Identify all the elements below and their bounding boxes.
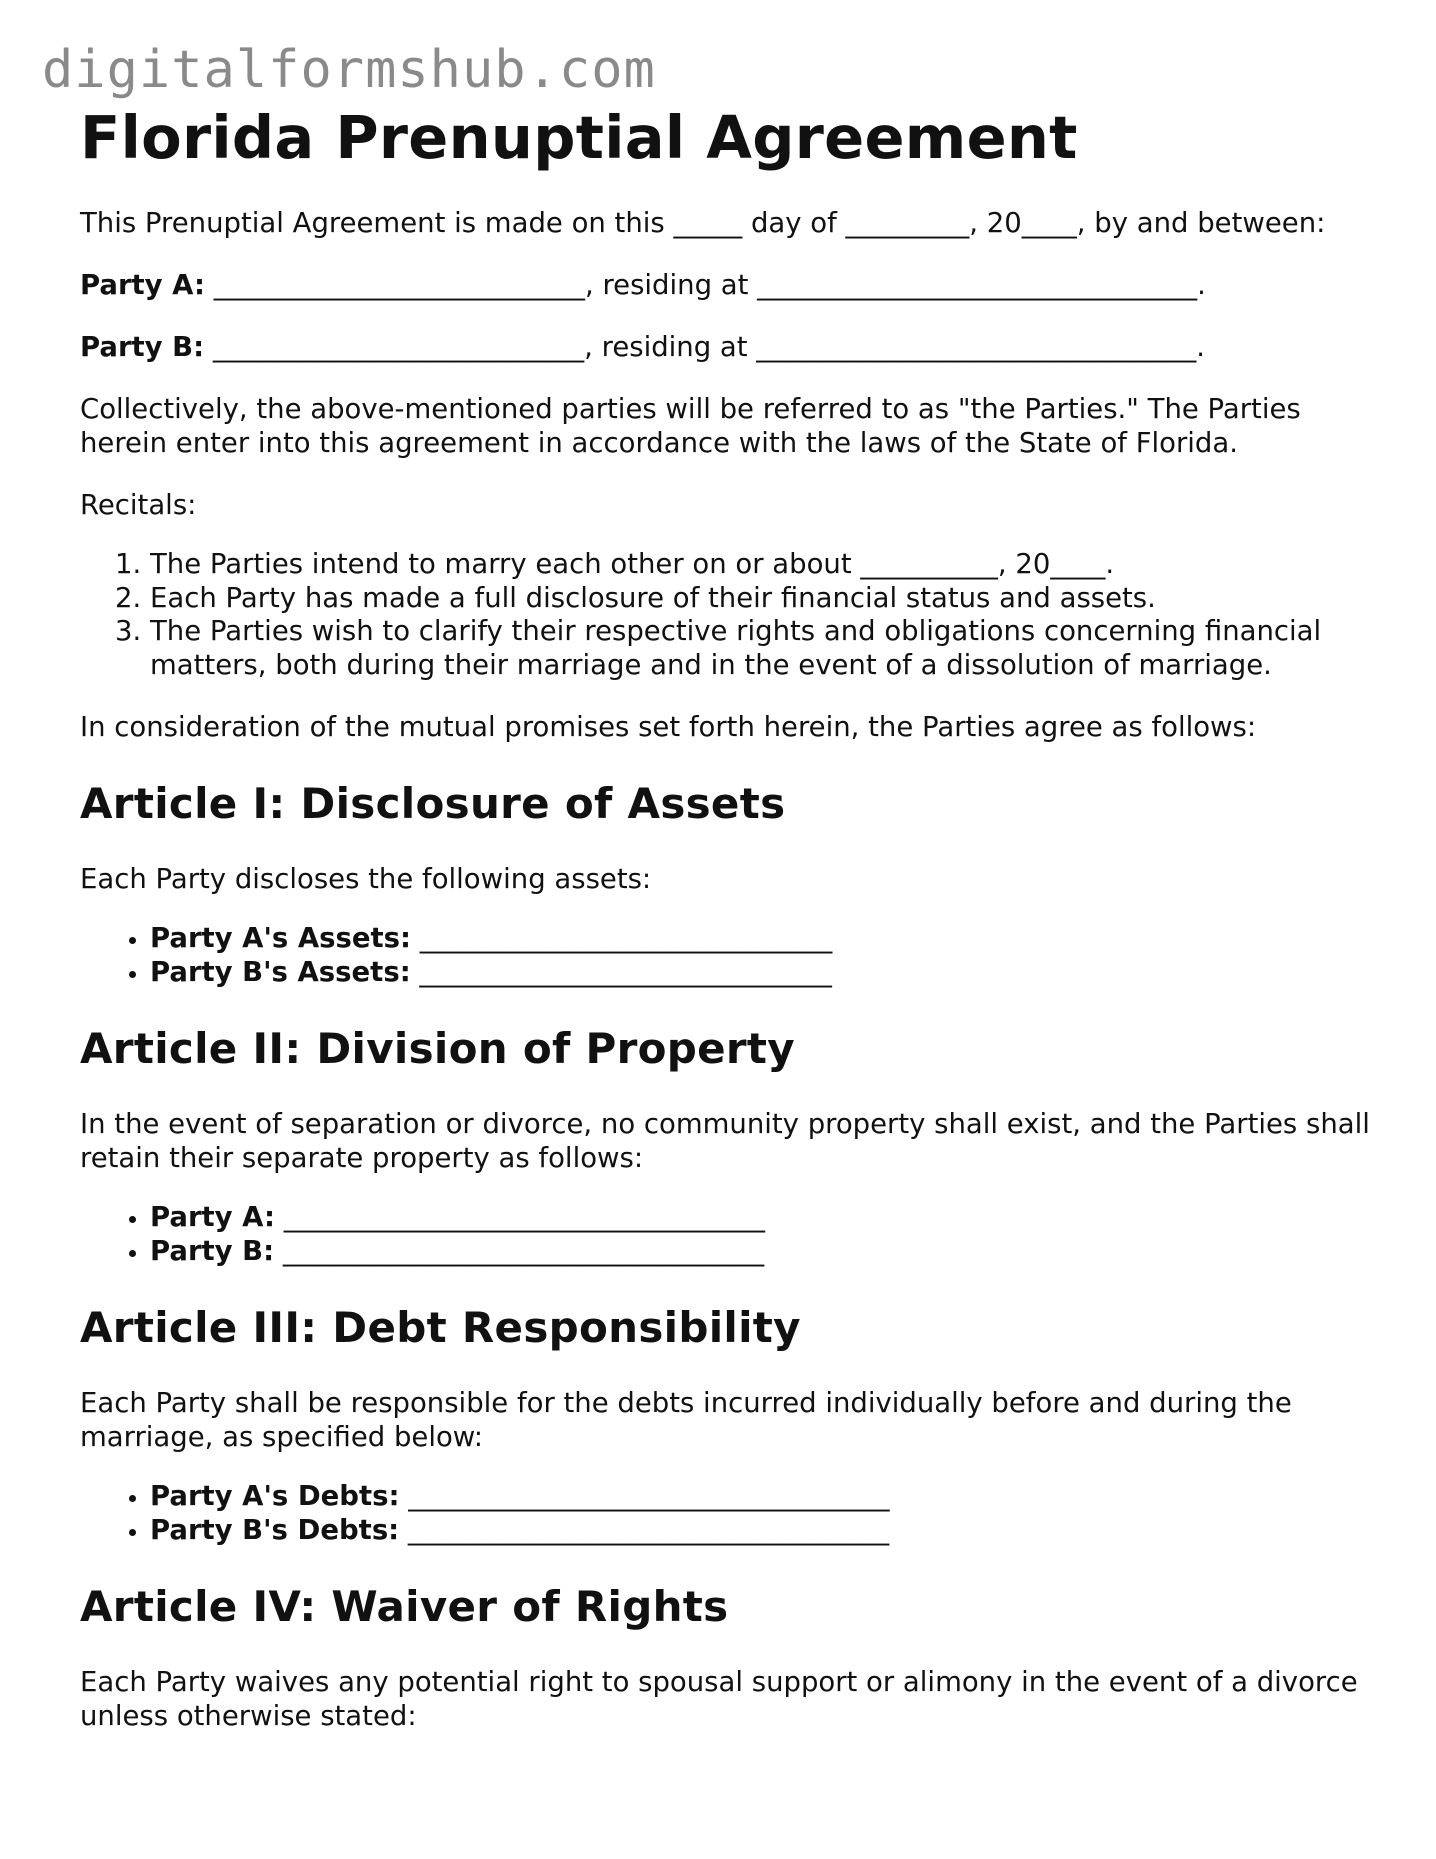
article-4-body: Each Party waives any potential right to spousal support or alimony in the event of a divorce unless otherwise stated: bbox=[80, 1666, 1358, 1732]
collective-paragraph: Collectively, the above-mentioned parties will be referred to as "the Parties." The Parties herein enter into this agreement in accordance with the laws of the State of Florida. bbox=[80, 393, 1301, 459]
article-2-body: In the event of separation or divorce, no community property shall exist, and the Parties shall retain their separate property as follows: bbox=[80, 1108, 1370, 1174]
recital-item: 1. The Parties intend to marry each other on or about __________, 20____. bbox=[150, 548, 1370, 582]
recitals-heading: Recitals: bbox=[80, 489, 197, 521]
item-label: Party A's Debts: bbox=[150, 1480, 400, 1512]
article-4-heading: Article IV: Waiver of Rights bbox=[80, 1582, 729, 1631]
recital-item: 3. The Parties wish to clarify their respective rights and obligations concerning financial matters, both during their marriage and in the event of a dissolution of marriage. bbox=[150, 615, 1370, 682]
article-3-list bbox=[80, 1480, 1370, 1547]
watermark: digitalformshub.com bbox=[42, 40, 656, 100]
list-item bbox=[150, 1514, 1370, 1548]
party-a-blank: ___________________________, residing at ________________________________. bbox=[204, 269, 1206, 301]
list-item bbox=[150, 1235, 1370, 1269]
item-blank: ___________________________________ bbox=[399, 1513, 890, 1546]
item-blank: ___________________________________ bbox=[274, 1201, 765, 1233]
document-title: Florida Prenuptial Agreement bbox=[80, 103, 1078, 172]
item-label: Party A: bbox=[150, 1201, 275, 1233]
party-b-blank: ___________________________, residing at ________________________________. bbox=[204, 331, 1206, 363]
item-label: Party B: bbox=[150, 1234, 275, 1267]
party-a-line bbox=[80, 268, 1370, 302]
article-1-list bbox=[80, 922, 1370, 989]
item-label: Party A's Assets: bbox=[150, 922, 412, 954]
intro-paragraph: This Prenuptial Agreement is made on this _____ day of _________, 20____, by and between: bbox=[80, 207, 1326, 239]
item-blank: ______________________________ bbox=[410, 955, 832, 988]
document-page bbox=[80, 100, 1370, 1733]
recital-item: 2. Each Party has made a full disclosure of their financial status and assets. bbox=[150, 582, 1370, 616]
recitals-list bbox=[80, 548, 1370, 682]
item-blank: ___________________________________ bbox=[399, 1480, 890, 1512]
item-blank: ______________________________ bbox=[411, 922, 833, 954]
list-item bbox=[150, 956, 1370, 990]
party-a-label: Party A: bbox=[80, 269, 205, 301]
article-1-body: Each Party discloses the following assets: bbox=[80, 863, 652, 895]
item-label: Party B's Assets: bbox=[150, 955, 411, 988]
article-2-list bbox=[80, 1201, 1370, 1268]
list-item bbox=[150, 922, 1370, 956]
article-3-heading: Article III: Debt Responsibility bbox=[80, 1303, 801, 1352]
article-3-body: Each Party shall be responsible for the debts incurred individually before and during the marriage, as specified below: bbox=[80, 1387, 1292, 1453]
item-blank: ___________________________________ bbox=[274, 1234, 765, 1267]
list-item bbox=[150, 1480, 1370, 1514]
article-2-heading: Article II: Division of Property bbox=[80, 1024, 795, 1073]
list-item bbox=[150, 1201, 1370, 1235]
article-1-heading: Article I: Disclosure of Assets bbox=[80, 779, 786, 828]
consideration-paragraph: In consideration of the mutual promises set forth herein, the Parties agree as follows: bbox=[80, 711, 1257, 743]
party-b-line bbox=[80, 330, 1370, 364]
item-label: Party B's Debts: bbox=[150, 1513, 400, 1546]
party-b-label: Party B: bbox=[80, 331, 205, 363]
